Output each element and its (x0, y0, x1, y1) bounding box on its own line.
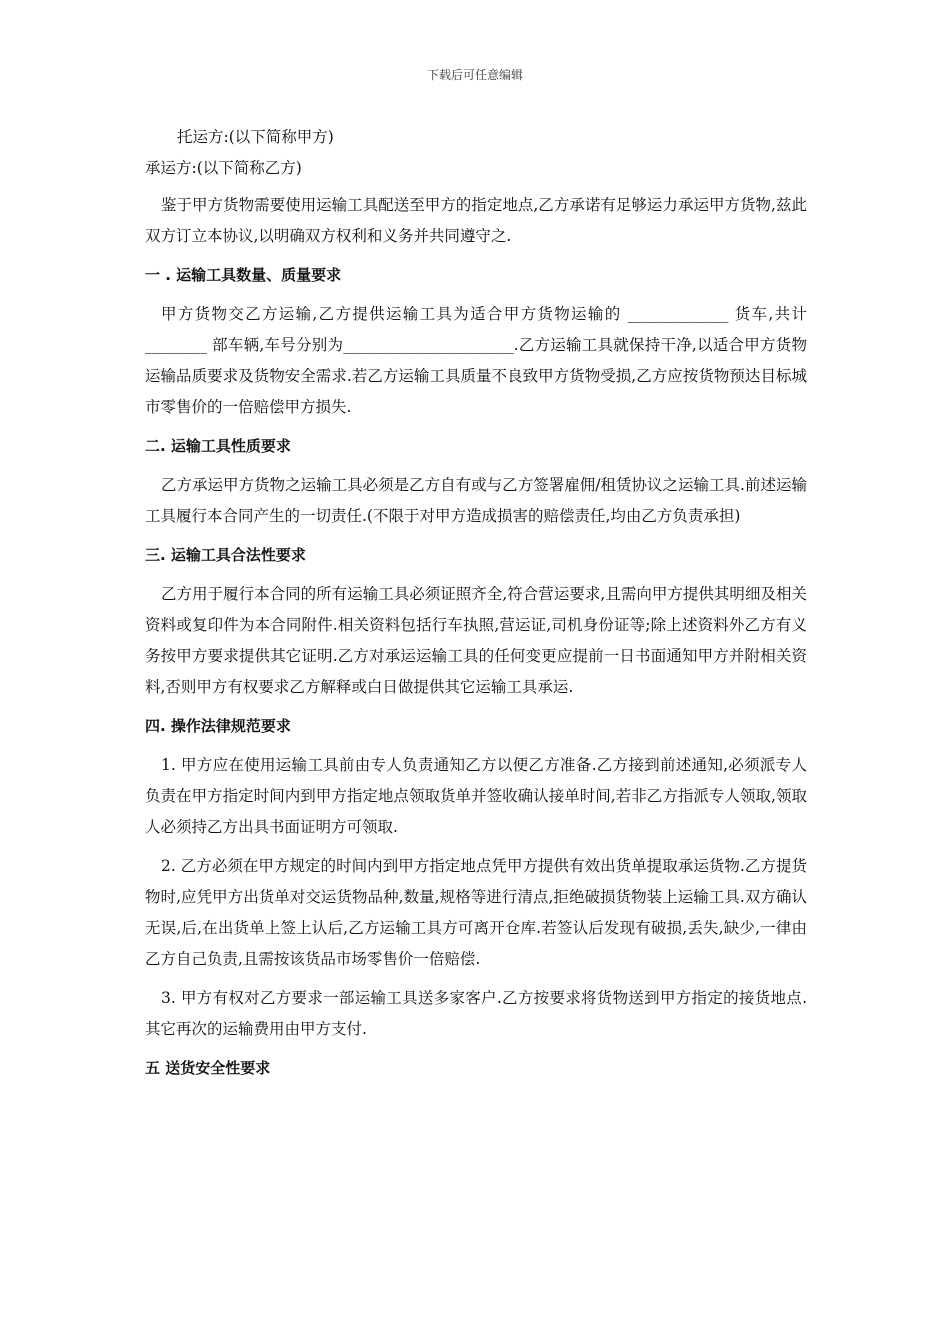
header-note: 下载后可任意编辑 (426, 68, 523, 82)
section-heading: 三. 运输工具合法性要求 (145, 546, 306, 564)
carrier-line: 承运方:(以下简称乙方) (145, 159, 302, 177)
section-5 (145, 1053, 807, 1084)
section-3 (145, 540, 807, 703)
section-4 (145, 711, 807, 1045)
section-1 (145, 260, 807, 423)
numbered-paragraph-3: 3. 甲方有权对乙方要求一部运输工具送多家客户.乙方按要求将货物送到甲方指定的接货地点.其它再次的运输费用由甲方支付. (145, 989, 807, 1038)
numbered-paragraph-1: 1. 甲方应在使用运输工具前由专人负责通知乙方以便乙方准备.乙方接到前述通知,必须派专人负责在甲方指定时间内到甲方指定地点领取货单并签收确认接单时间,若非乙方指派专人领取,领取人必须持乙方出具书面证明方可领取. (145, 756, 807, 836)
section-paragraph: 甲方货物交乙方运输,乙方提供运输工具为适合甲方货物运输的 _____________ 货车,共计 ________ 部车辆,车号分别为______________________.乙方运输工具就保持干净,以适合甲方货物运输品质要求及货物安全需求.若乙方运输工具质量不良致甲方货物受损,乙方应按货物预达目标城市零售价的一倍赔偿甲方损失. (145, 305, 807, 416)
section-heading: 四. 操作法律规范要求 (145, 717, 291, 735)
intro-paragraph: 鉴于甲方货物需要使用运输工具配送至甲方的指定地点,乙方承诺有足够运力承运甲方货物,兹此双方订立本协议,以明确双方权利和义务并共同遵守之. (145, 196, 807, 245)
numbered-paragraph-2: 2. 乙方必须在甲方规定的时间内到甲方指定地点凭甲方提供有效出货单提取承运货物.乙方提货物时,应凭甲方出货单对交运货物品种,数量,规格等进行清点,拒绝破损货物装上运输工具.双方确认无误,后,在出货单上签上认后,乙方运输工具方可离开仓库.若签认后发现有破损,丢失,缺少,一律由乙方自己负责,且需按该货品市场零售价一倍赔偿. (145, 857, 807, 968)
section-2 (145, 431, 807, 532)
section-heading: 五 送货安全性要求 (145, 1059, 271, 1077)
shipper-line: 托运方:(以下简称甲方) (177, 128, 334, 146)
section-paragraph: 乙方用于履行本合同的所有运输工具必须证照齐全,符合营运要求,且需向甲方提供其明细及相关资料或复印件为本合同附件.相关资料包括行车执照,营运证,司机身份证等;除上述资料外乙方有义务按甲方要求提供其它证明.乙方对承运运输工具的任何变更应提前一日书面通知甲方并附相关资料,否则甲方有权要求乙方解释或白日做提供其它运输工具承运. (145, 585, 807, 696)
document-body (145, 122, 807, 1092)
section-heading: 二. 运输工具性质要求 (145, 437, 291, 455)
section-paragraph: 乙方承运甲方货物之运输工具必须是乙方自有或与乙方签署雇佣/租赁协议之运输工具.前述运输工具履行本合同产生的一切责任.(不限于对甲方造成损害的赔偿责任,均由乙方负责承担) (145, 476, 807, 525)
section-heading: 一 . 运输工具数量、质量要求 (145, 266, 342, 284)
